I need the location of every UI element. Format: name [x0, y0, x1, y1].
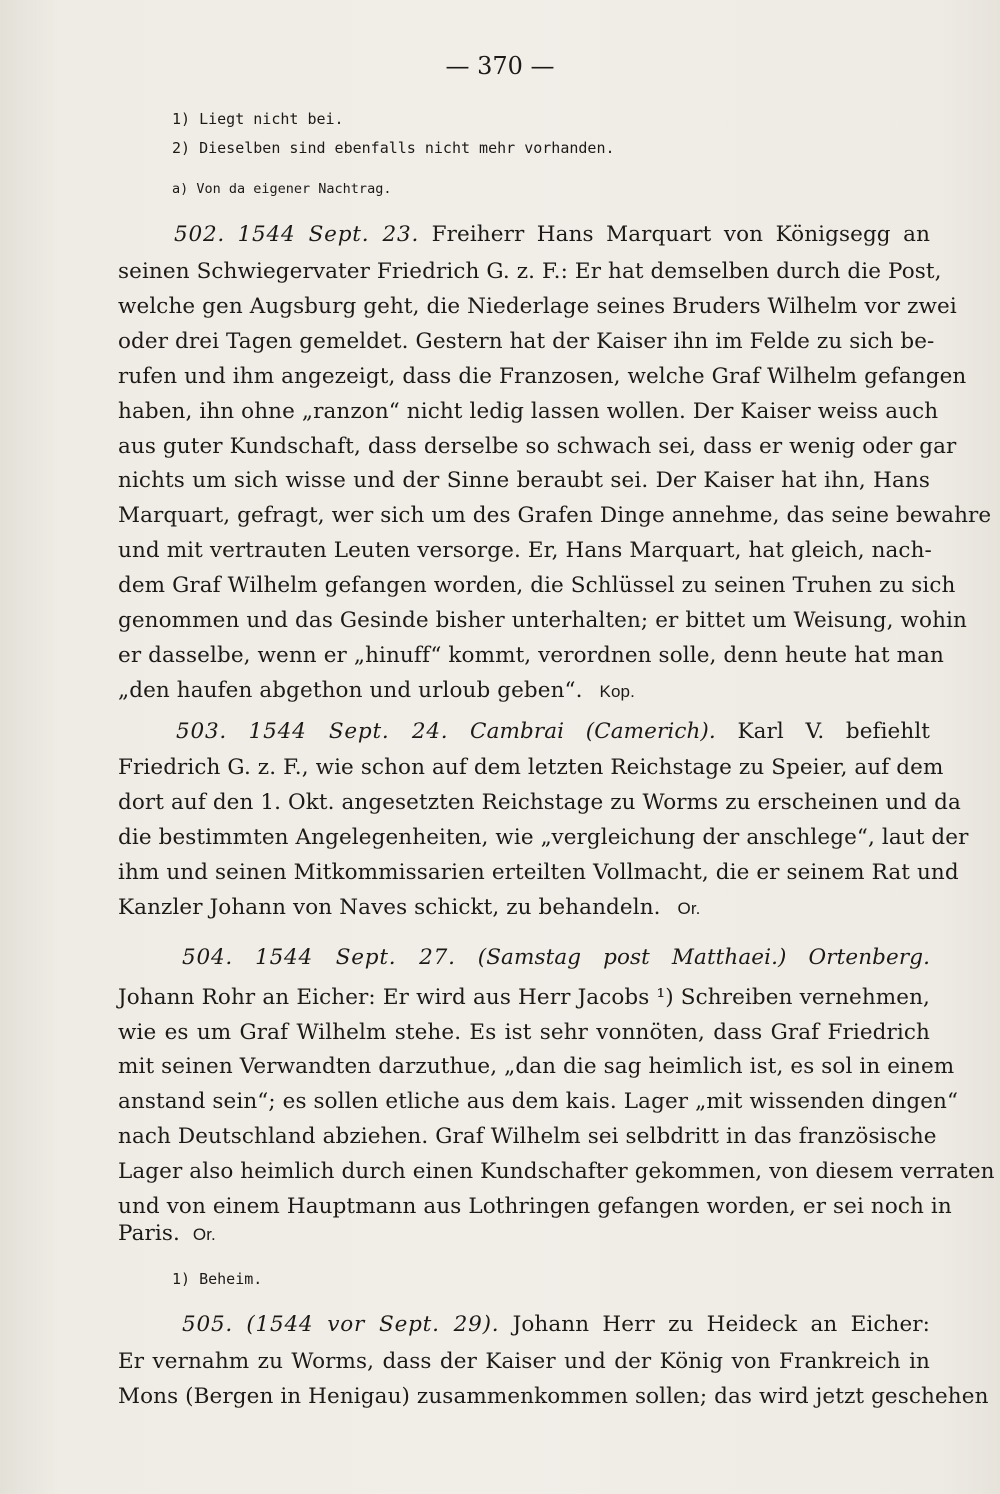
entry-504-last-line: [118, 1217, 930, 1252]
entry-502-line: er dasselbe, wenn er „hinuff“ kommt, verordnen solle, denn heute hat man: [118, 643, 945, 668]
entry-502-last-line: [118, 674, 930, 709]
entry-504-line: wie es um Graf Wilhelm stehe. Es ist sehr vonnöten, dass Graf Friedrich: [118, 1020, 930, 1045]
entry-505-number: 505.: [182, 1312, 234, 1337]
entry-503-number: 503.: [176, 719, 228, 744]
entry-504-place: Ortenberg.: [808, 945, 931, 970]
entry-504-line: und von einem Hauptmann aus Lothringen gefangen worden, er sei noch in: [118, 1194, 952, 1219]
entry-502-line: oder drei Tagen gemeldet. Gestern hat der Kaiser ihn im Felde zu sich be-: [118, 329, 935, 354]
footnote-a: a) Von da eigener Nachtrag.: [172, 181, 392, 197]
entry-502-text: Freiherr Hans Marquart von Königsegg an: [431, 222, 931, 247]
entry-505-line: Er vernahm zu Worms, dass der Kaiser und der König von Frankreich in: [118, 1349, 930, 1374]
entry-503-line: die bestimmten Angelegenheiten, wie „vergleichung der anschlege“, laut der: [118, 825, 969, 850]
entry-502-line: dem Graf Wilhelm gefangen worden, die Schlüssel zu seinen Truhen zu sich: [118, 573, 956, 598]
entry-503-text-end: Kanzler Johann von Naves schickt, zu behandeln.: [118, 895, 661, 920]
entry-502-number: 502.: [174, 222, 226, 247]
entry-503-source: Or.: [677, 899, 701, 918]
entry-503-line: dort auf den 1. Okt. angesetzten Reichstage zu Worms zu erscheinen und da: [118, 790, 961, 815]
entry-503-place: Cambrai (Camerich).: [470, 719, 716, 744]
entry-502-date: 1544 Sept. 23.: [237, 222, 420, 247]
entry-502-line: genommen und das Gesinde bisher unterhalten; er bittet um Weisung, wohin: [118, 608, 967, 633]
entry-502-line: seinen Schwiegervater Friedrich G. z. F.: Er hat demselben durch die Post,: [118, 259, 942, 284]
entry-504-number: 504.: [182, 945, 234, 970]
entry-503-date: 1544 Sept. 24.: [248, 719, 449, 744]
entry-505-line-1: [118, 1308, 930, 1342]
footnote-1: 1) Liegt nicht bei.: [172, 110, 344, 128]
entry-502-line: haben, ihn ohne „ranzon“ nicht ledig lassen wollen. Der Kaiser weiss auch: [118, 399, 939, 424]
entry-503-line: ihm und seinen Mitkommissarien erteilten Vollmacht, die er seinem Rat und: [118, 860, 959, 885]
entry-503-text: Karl V. befiehlt: [737, 719, 931, 744]
entry-505-text: Johann Herr zu Heideck an Eicher:: [512, 1312, 931, 1337]
entry-502-line: aus guter Kundschaft, dass derselbe so schwach sei, dass er wenig oder gar: [118, 434, 957, 459]
footnote-504: 1) Beheim.: [172, 1270, 263, 1288]
entry-504-line: Johann Rohr an Eicher: Er wird aus Herr Jacobs ¹) Schreiben vernehmen,: [118, 985, 930, 1010]
entry-502-line: rufen und ihm angezeigt, dass die Franzosen, welche Graf Wilhelm gefangen: [118, 364, 967, 389]
entry-503-last-line: [118, 891, 930, 926]
entry-504-line-1: [118, 941, 930, 975]
entry-503-line: Friedrich G. z. F., wie schon auf dem letzten Reichstage zu Speier, auf dem: [118, 755, 944, 780]
entry-502-line: und mit vertrauten Leuten versorge. Er, Hans Marquart, hat gleich, nach-: [118, 538, 932, 563]
entry-502-text-end: „den haufen abgethon und urloub geben“.: [118, 678, 583, 703]
footnote-2: 2) Dieselben sind ebenfalls nicht mehr vorhanden.: [172, 139, 615, 157]
entry-504-source: Or.: [192, 1225, 216, 1244]
entry-504-feast: (Samstag post Matthaei.): [477, 945, 787, 970]
entry-502-line: welche gen Augsburg geht, die Niederlage seines Bruders Wilhelm vor zwei: [118, 294, 957, 319]
entry-502-line: nichts um sich wisse und der Sinne beraubt sei. Der Kaiser hat ihn, Hans: [118, 468, 930, 493]
entry-504-line: Lager also heimlich durch einen Kundschafter gekommen, von diesem verraten: [118, 1159, 995, 1184]
entry-502-line-1: [118, 218, 930, 252]
page-number: — 370 —: [445, 52, 555, 80]
entry-505-line: Mons (Bergen in Henigau) zusammenkommen sollen; das wird jetzt geschehen: [118, 1384, 989, 1409]
entry-502-line: Marquart, gefragt, wer sich um des Grafen Dinge annehme, das seine bewahre: [118, 503, 992, 528]
entry-504-line: mit seinen Verwandten darzuthue, „dan die sag heimlich ist, es sol in einem: [118, 1054, 955, 1079]
entry-502-source: Kop.: [599, 682, 635, 701]
entry-504-line: anstand sein“; es sollen etliche aus dem kais. Lager „mit wissenden dingen“: [118, 1089, 959, 1114]
entry-504-date: 1544 Sept. 27.: [255, 945, 456, 970]
entry-503-line-1: [118, 715, 930, 749]
entry-504-text-end: Paris.: [118, 1221, 180, 1246]
entry-504-line: nach Deutschland abziehen. Graf Wilhelm sei selbdritt in das französische: [118, 1124, 937, 1149]
entry-505-date: (1544 vor Sept. 29).: [246, 1312, 500, 1337]
